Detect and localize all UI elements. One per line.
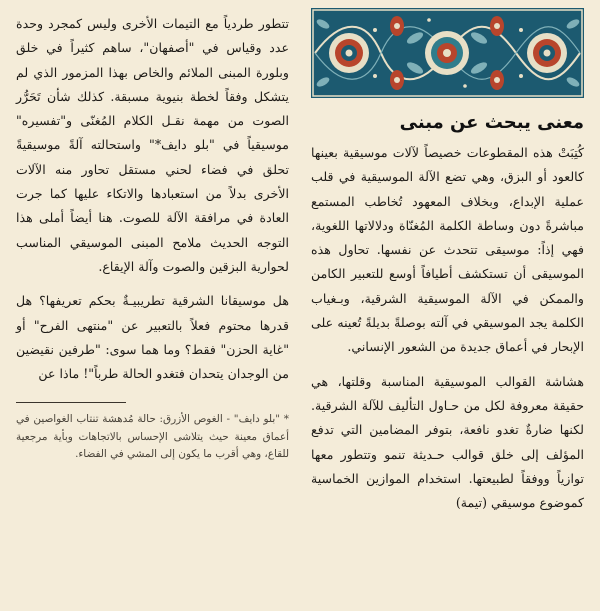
footnote-divider [16,402,126,403]
article-title: معنى يبحث عن مبنى [399,112,584,133]
left-column [16,8,289,601]
right-paragraph-1: كُتِبَتْ هذه المقطوعات خصيصاً لآلات موسيقية بعينها كالعود أو البزق، وهي تضع الآلة الموسيقية في قلب عملية الإبداع، وبخلاف المعهود تُخاطب المستمع مباشرةً دون وساطة الكلمة المُغنّاة ودلالاتها اللغوية، فهي إذاً: موسيقى تتحدث عن نفسها. تحاول هذه الموسيقى أن تستكشف أطيافاً أوسع للتعبير الكامن والممكن في الآلة الموسيقية الشرقية، وبـغياب الكلمة يجد الموسيقي في آلته بوصلةً بديلةً تُعينه على الإبحار في أعماق جديدة من الشعور الإنساني. [311,145,584,355]
ornament-tile-icon [311,8,584,98]
footnote: * "بلو دايف" - الغوص الأزرق: حالة مُدهشة تنتاب الغواصين في أعماق معينة حيث يتلاشى الإحساس بالاتجاهات وبأية مرجعية للقاع، وهي أقرب ما يكون إلى المشي في الفضاء. [16,413,289,461]
right-column [311,8,584,601]
right-paragraph-2: هشاشة القوالب الموسيقية المناسبة وقلتها، هي حقيقة معروفة لكل من حـاول التأليف للآلة الشرقية. لكنها ضارةٌ تغدو نافعة، بتوفر المضامين التي تدفع المؤلف إلى خلق قوالب حـديثة تنمو وتتطور معها توازياً ووفقاً لطبيعتها. استخدام الموازين الخماسية كموضوع موسيقي (تيمة) [311,373,584,511]
left-paragraph-1: تتطور طردياً مع التيمات الأخرى وليس كمجرد وحدة عدد وقياس في "أصفهان"، ساهم كثيراً في خلق وبلورة المبنى الملائم والخاص بهذا المزمور الذي لم يتشكل وفقاً لخطة بنيوية مسبقة. كذلك شأن تَحَرُّر الصوت من مهمة نقـل الكلام المُغنّى و"تفسيره" موسيقياً في "بلو دايف*" واستحالته آلةً موسيقيةً تحلق في فضاء لحني مستقل تحاور منه الآلات الأخرى بدلاً من استعبادها والاتكاء عليها كما جرت العادة في مرافقة الآلة للصوت. هنا أيضاً أملى هذا التوجه الحديث ملامح المبنى الموسيقي المناسب لحوارية البزقين والصوت وآلة الإيقاع. [16,16,289,274]
left-paragraph-2: هل موسيقانا الشرقية تطريبيـةٌ بحكم تعريفها؟ هل قدرها محتوم فعلاً بالتعبير عن "منتهى الفرح" أو "غاية الحزن" فقط؟ وما هما سوى: "طرفين نقيضين من الوجدان يتحدان فتغدو الحالة طرباً"! ماذا عن [16,293,289,382]
